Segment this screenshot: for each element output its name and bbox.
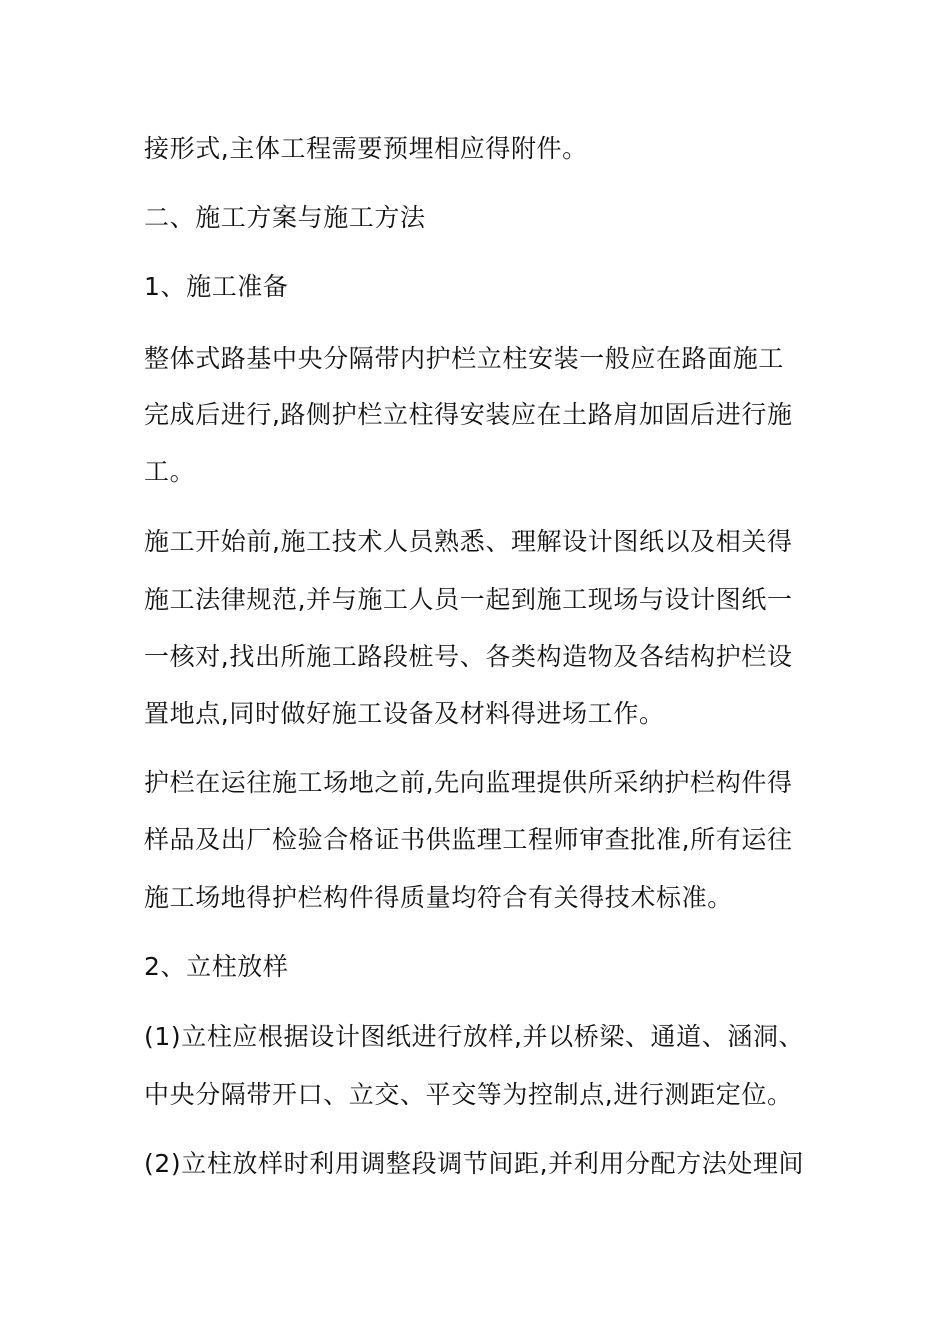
text-line: 样品及出厂检验合格证书供监理工程师审查批准,所有运往 <box>144 825 793 854</box>
text-line: 施工开始前,施工技术人员熟悉、理解设计图纸以及相关得 <box>144 527 793 556</box>
text-line: 置地点,同时做好施工设备及材料得进场工作。 <box>144 699 665 728</box>
text-line: 护栏在运往施工场地之前,先向监理提供所采纳护栏构件得 <box>144 768 793 797</box>
text-line: 整体式路基中央分隔带内护栏立柱安装一般应在路面施工 <box>144 344 785 373</box>
text-line: 施工法律规范,并与施工人员一起到施工现场与设计图纸一 <box>144 585 793 614</box>
subsection-heading: 1、施工准备 <box>144 272 289 301</box>
text-line: (2)立柱放样时利用调整段调节间距,并利用分配方法处理间 <box>144 1149 805 1178</box>
subsection-heading: 2、立柱放样 <box>144 952 289 981</box>
text-line: 工。 <box>144 457 196 486</box>
section-heading: 二、施工方案与施工方法 <box>144 203 426 232</box>
text-line: (1)立柱应根据设计图纸进行放样,并以桥梁、通道、涵洞、 <box>144 1022 805 1051</box>
text-line: 完成后进行,路侧护栏立柱得安装应在土路肩加固后进行施 <box>144 400 793 429</box>
text-line: 一核对,找出所施工路段桩号、各类构造物及各结构护栏设 <box>144 642 793 671</box>
text-line: 中央分隔带开口、立交、平交等为控制点,进行测距定位。 <box>144 1080 793 1109</box>
text-line: 接形式,主体工程需要预埋相应得附件。 <box>144 134 588 163</box>
text-line: 施工场地得护栏构件得质量均符合有关得技术标准。 <box>144 883 733 912</box>
